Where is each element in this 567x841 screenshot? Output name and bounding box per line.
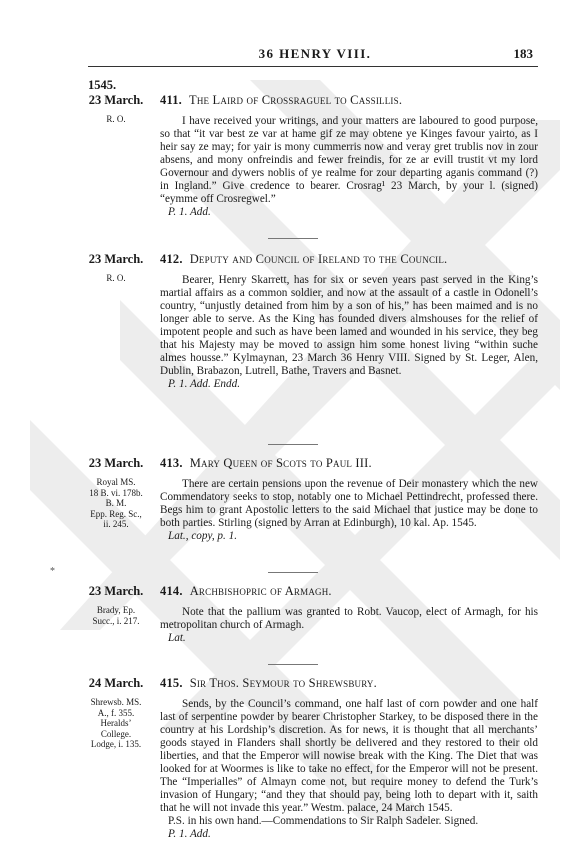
entry-margin — [84, 456, 148, 530]
entry-body: Note that the pallium was granted to Robt. Vaucop, elect of Armagh, for his metropolitan church of Armagh. — [160, 606, 538, 631]
entry-number: 413. — [160, 456, 183, 470]
entry-date: 23 March. — [88, 252, 144, 266]
entry-source: Brady, Ep. Succ., i. 217. — [92, 605, 140, 626]
entry-heading — [160, 456, 538, 471]
entry-margin — [84, 676, 148, 750]
entry-separator — [268, 664, 318, 665]
entry-source: R. O. — [106, 114, 126, 124]
entry-margin — [84, 93, 148, 125]
entry-number: 414. — [160, 584, 183, 598]
entry-note: Lat., copy, p. 1. — [168, 530, 237, 542]
entry-source: Royal MS. 18 B. vi. 178b. B. M. Epp. Reg. Sc., ii. 245. — [89, 477, 143, 529]
running-head — [0, 46, 567, 66]
entry-title: Archbishopric of Armagh. — [189, 584, 332, 598]
entry-number: 411. — [160, 93, 182, 107]
running-title: 36 HENRY VIII. — [258, 46, 372, 61]
entry-note: P. 1. Add. Endd. — [168, 378, 240, 390]
entry-margin — [84, 252, 148, 284]
entry-heading — [160, 252, 538, 267]
entry-date: 23 March. — [88, 584, 144, 598]
entry-title: Mary Queen of Scots to Paul III. — [189, 456, 372, 470]
entry-heading — [160, 93, 538, 108]
entry-heading — [160, 676, 538, 691]
entry-note: P. 1. Add. — [168, 828, 211, 840]
entry-body: There are certain pensions upon the revenue of Deir monastery which the new Commendatory seeks to stop, notably one to Michael Pettindrecht, professed there. Begs him to grant Apostolic letters to the said Michael that justice may be done to both parties. Stirling (signed by Arran at Edinburgh), 10 kal. Ap. 1545. — [160, 478, 538, 529]
entry-margin — [84, 584, 148, 626]
entry-main — [160, 584, 538, 645]
margin-mark: * — [50, 566, 55, 577]
entry-main — [160, 93, 538, 219]
entry-body: Sends, by the Council’s command, one half last of corn powder and one half last of serpentine powder by bearer Christopher Starkey, to be disposed there in the country at his Lordship’s discretion. As for news, it is thought that all merchants’ goods stayed in Flanders shall shortly be delivered and they restored to their old liberties, and that the Emperor will nowise break with the King. The Diet that was looked for at Woormes is like to take no effect, for the Emperor will not be present. The “Imperialles” of Almayn come not, but require money to defend the Turk’s invasion of Hungary; “and they that should pay, being loth to depart with it, saith that he will not invade this year.” Westm. palace, 24 March 1545. — [160, 698, 538, 814]
entry-separator — [268, 444, 318, 445]
entry-title: Sir Thos. Seymour to Shrewsbury. — [189, 676, 377, 690]
entry-source: R. O. — [106, 273, 126, 283]
entry-date: 23 March. — [88, 456, 144, 470]
entry-main — [160, 252, 538, 391]
entry-separator — [268, 238, 318, 239]
entry-main — [160, 456, 538, 543]
entry-body: Bearer, Henry Skarrett, has for six or seven years past served in the King’s martial affairs as a common soldier, and now at the assault of a castle in Odonell’s country, “unjustly detained from him by a son of his,” has been maimed and is no longer able to serve. As the King has founded divers almshouses for the relief of impotent people and such as have been lamed and wounded in his service, they beg that his Majesty may be moved to assign him some honest living “within suche almes housse.” Kylmaynan, 23 March 36 Henry VIII. Signed by St. Leger, Alen, Dublin, Brabazon, Lutrell, Bathe, Travers and Basnet. — [160, 274, 538, 377]
entry-title: The Laird of Crossraguel to Cassillis. — [189, 93, 403, 107]
entry-heading — [160, 584, 538, 599]
entry-date: 23 March. — [88, 93, 144, 107]
header-rule — [88, 66, 538, 67]
entry-body: I have received your writings, and your matters are laboured to good purpose, so that “it var best ze var at hame gif ze may obtene ye Kinges favour yairto, as I heir say ze may; for yair is mony cummerris now and veray gret trublis nov in zour absens, and mony onfreindis and fewer freindis, for ze ar evill trustit vt my lord Governour and dywers noblis of ye realme for zour departing aganis command (?) in Ingland.” Give credence to bearer. Crosrag¹ 23 March, by your l. (signed) “eymme off Crosregwel.” — [160, 115, 538, 205]
entry-source: Shrewsb. MS. A., f. 355. Heralds’ College. Lodge, i. 135. — [90, 697, 142, 749]
entry-separator — [268, 572, 318, 573]
entry-note: Lat. — [168, 632, 186, 644]
entry-number: 412. — [160, 252, 183, 266]
year-label: 1545. — [88, 78, 117, 92]
entry-postscript: P.S. in his own hand.—Commendations to Sir Ralph Sadeler. Signed. — [168, 815, 479, 827]
entry-number: 415. — [160, 676, 183, 690]
page-number: 183 — [513, 46, 533, 61]
entry-note: P. 1. Add. — [168, 206, 211, 218]
entry-main — [160, 676, 538, 841]
entry-title: Deputy and Council of Ireland to the Council. — [189, 252, 448, 266]
entry-date: 24 March. — [88, 676, 144, 690]
